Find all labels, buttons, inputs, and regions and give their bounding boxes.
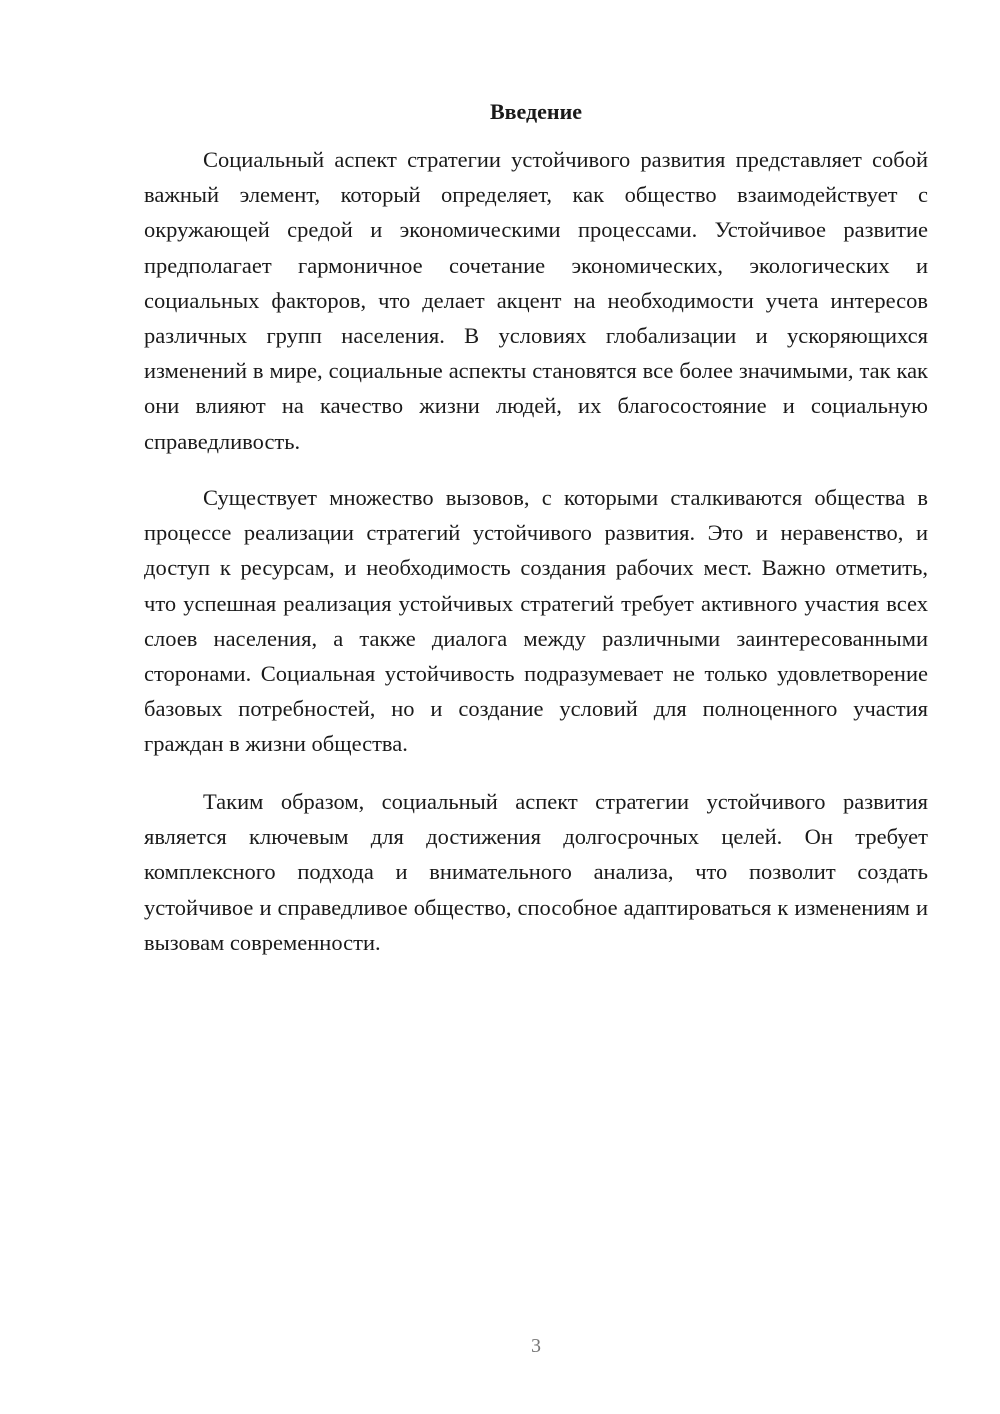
paragraph-intro: Социальный аспект стратегии устойчивого развития представляет собой важный элемент, который определяет, как общество взаимодействует с окружающей средой и экономическими процессами. Устойчивое развитие предполагает гармоничное сочетание экономических, экологических и социальных факторов, что делает акцент на необходимости учета интересов различных групп населения. В условиях глобализации и ускоряющихся изменений в мире, социальные аспекты становятся все более значимыми, так как они влияют на качество жизни людей, их благосостояние и социальную справедливость. (144, 147, 928, 454)
document-page (144, 0, 928, 1414)
section-heading: Введение (489, 99, 583, 124)
paragraph-challenges: Существует множество вызовов, с которыми сталкиваются общества в процессе реализации стратегий устойчивого развития. Это и неравенство, и доступ к ресурсам, и необходимость создания рабочих мест. Важно отметить, что успешная реализация устойчивых стратегий требует активного участия всех слоев населения, а также диалога между различными заинтересованными сторонами. Социальная устойчивость подразумевает не только удовлетворение базовых потребностей, но и создание условий для полноценного участия граждан в жизни общества. (144, 485, 928, 757)
page-number: 3 (531, 1335, 541, 1357)
paragraph-conclusion: Таким образом, социальный аспект стратегии устойчивого развития является ключевым для достижения долгосрочных целей. Он требует комплексного подхода и внимательного анализа, что позволит создать устойчивое и справедливое общество, способное адаптироваться к изменениям и вызовам современности. (144, 789, 928, 955)
